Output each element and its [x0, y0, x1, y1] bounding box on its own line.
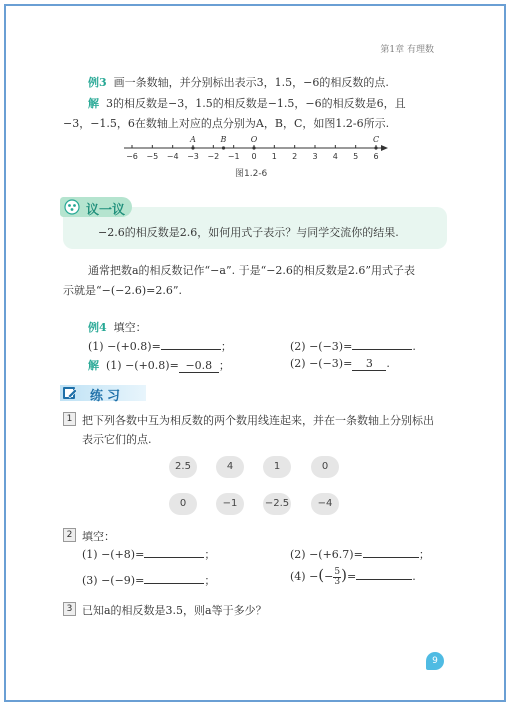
- number-chip: 1: [263, 456, 291, 478]
- exercise-q3-number: 3: [63, 602, 76, 616]
- exercise-q2-b-end: ；: [418, 548, 430, 561]
- number-line-tick-label: 1: [271, 152, 277, 161]
- figure-caption: 图1.2-6: [235, 169, 268, 179]
- example4-instruction: 填空：: [113, 321, 147, 334]
- exercise-q2-a-blank[interactable]: [144, 546, 204, 558]
- number-line-tick-label: 0: [251, 152, 257, 161]
- example4-q1-end: ；: [220, 340, 232, 353]
- number-line-tick-label: 4: [332, 152, 338, 161]
- example4-q2-blank: [352, 338, 412, 350]
- exercise-q2-instruction: 填空：: [82, 530, 115, 543]
- page-number-badge: 9: [426, 652, 444, 670]
- number-chip: 0: [169, 493, 197, 515]
- number-chip: 4: [216, 456, 244, 478]
- number-line-point-label: B: [220, 135, 227, 144]
- number-line-tick-label: 2: [292, 152, 298, 161]
- example3-solution-line2: −3，−1.5，6在数轴上对应的点分别为A，B，C，如图1.2-6所示.: [63, 117, 390, 130]
- discuss-icon: [64, 199, 80, 215]
- number-line-tick-label: 3: [312, 152, 318, 161]
- exercise-q2-d: [290, 566, 416, 587]
- example4-q2-text: (2) −(−3)=: [290, 340, 353, 353]
- number-chip: 0: [311, 456, 339, 478]
- fraction: [333, 568, 341, 587]
- number-line-point: [252, 146, 255, 149]
- example4-q1-text: (1) −(+0.8)=: [88, 340, 161, 353]
- example4-header: [88, 319, 147, 335]
- example4-q1-blank: [161, 338, 221, 350]
- fraction-denominator: 3: [334, 576, 341, 587]
- number-line-tick-label: −6: [126, 152, 138, 161]
- exercise-q2-a-text: (1) −(+8)=: [82, 548, 145, 561]
- number-line-tick-label: −5: [146, 152, 159, 161]
- number-line-tick-label: −2: [207, 152, 220, 161]
- exercise-q2-b: [290, 546, 430, 562]
- number-line-point: [191, 146, 194, 149]
- notation-line1: 通常把数a的相反数记作“−a”. 于是“−2.6的相反数是2.6”用式子表: [88, 264, 416, 277]
- notation-line2: 示就是“−(−2.6)=2.6”.: [63, 284, 182, 297]
- example4-a1-text: (1) −(+0.8)=: [106, 359, 179, 372]
- number-line-point: [222, 146, 225, 149]
- example4-solution-label: 解: [88, 359, 99, 372]
- exercise-q2-d-equals: =: [346, 570, 357, 583]
- example4-a1-end: ；: [218, 359, 230, 372]
- example4-q2: [290, 338, 416, 353]
- example3-solution-label: 解: [88, 97, 99, 110]
- running-header: 第1章 有理数: [380, 45, 434, 55]
- number-line-point-label: O: [250, 135, 258, 144]
- discuss-title: 议一议: [86, 203, 126, 218]
- example3-problem-text: 画一条数轴，并分别标出表示3，1.5，−6的相反数的点.: [113, 76, 389, 89]
- example4-a2-end: .: [386, 357, 390, 370]
- number-line-point-label: A: [190, 135, 196, 144]
- exercise-q1-number: 1: [63, 412, 76, 426]
- exercise-q2-c-blank[interactable]: [144, 572, 204, 584]
- example4-a1-value: −0.8: [179, 359, 219, 373]
- number-line-tick-label: −1: [227, 152, 240, 161]
- exercise-q2-b-blank[interactable]: [363, 546, 419, 558]
- example3-problem: [88, 74, 389, 90]
- exercise-q2-a-end: ；: [204, 548, 216, 561]
- right-paren: ): [341, 566, 347, 584]
- left-paren: (: [318, 566, 325, 584]
- number-chip: −2.5: [263, 493, 291, 515]
- exercise-q2-d-blank[interactable]: [356, 568, 412, 580]
- exercise-q2-d-text: (4) −: [290, 570, 319, 583]
- number-line-tick-label: −4: [166, 152, 179, 161]
- exercise-q1-line1: 把下列各数中互为相反数的两个数用线连起来，并在一条数轴上分别标出: [82, 414, 434, 427]
- number-line-point: [374, 146, 377, 149]
- number-line-tick-label: 5: [353, 152, 359, 161]
- exercise-q2-c-end: ；: [204, 574, 216, 587]
- number-line-tick-label: 6: [373, 152, 379, 161]
- example4-a1: [88, 357, 230, 373]
- example4-q2-end: .: [412, 340, 416, 353]
- exercise-q2-c-text: (3) −(−9)=: [82, 574, 145, 587]
- example3-label: 例3: [88, 76, 107, 89]
- exercise-q3-text: 已知a的相反数是3.5，则a等于多少？: [82, 604, 267, 617]
- exercise-title: 练习: [90, 389, 125, 404]
- number-line-point-label: C: [372, 135, 380, 144]
- pencil-note-icon: [62, 385, 78, 401]
- exercise-q2-c: [82, 572, 215, 588]
- exercise-q2-number: 2: [63, 528, 76, 542]
- exercise-q2-a: [82, 546, 215, 562]
- number-line-arrow: [381, 145, 388, 151]
- number-line-tick-label: −3: [187, 152, 199, 161]
- example4-a2: [290, 357, 390, 371]
- exercise-q2-b-text: (2) −(+6.7)=: [290, 548, 363, 561]
- number-chip: −1: [216, 493, 244, 515]
- example4-a2-text: (2) −(−3)=: [290, 357, 353, 370]
- fraction-numerator: 5: [334, 566, 341, 577]
- example3-solution-line1: [88, 95, 406, 111]
- number-chip: 2.5: [169, 456, 197, 478]
- number-chip: −4: [311, 493, 339, 515]
- exercise-q1-line2: 表示它们的点.: [82, 433, 152, 446]
- number-line-figure: [120, 130, 390, 166]
- discuss-text: −2.6的相反数是2.6，如何用式子表示？与同学交流你的结果.: [98, 226, 399, 239]
- exercise-q2-d-end: .: [412, 570, 416, 583]
- example4-a2-value: 3: [352, 357, 386, 371]
- fraction-sign: −: [324, 570, 334, 583]
- example4-label: 例4: [88, 321, 107, 334]
- example3-solution-text1: 3的相反数是−3，1.5的相反数是−1.5，−6的相反数是6，且: [106, 97, 406, 110]
- example4-q1: [88, 338, 232, 354]
